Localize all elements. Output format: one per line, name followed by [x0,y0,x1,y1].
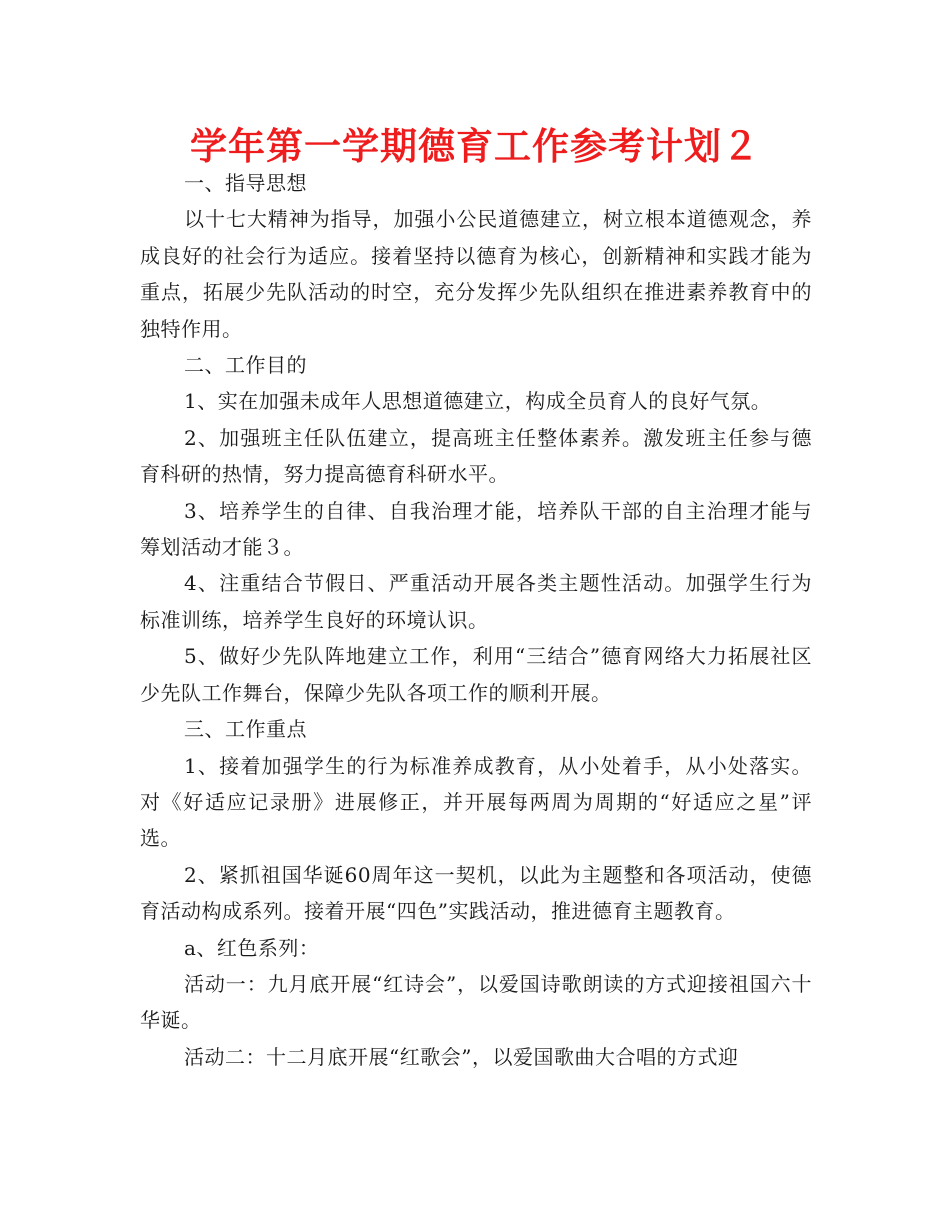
goal-item-3: 3、培养学生的自律、自我治理才能，培养队干部的自主治理才能与筹划活动才能３。 [140,498,812,560]
heading-guiding-ideology: 一、指导思想 [184,171,307,195]
goal-item-2: 2、加强班主任队伍建立，提高班主任整体素养。激发班主任参与德育科研的热情，努力提高德育科研水平。 [140,425,812,487]
activity-one: 活动一：九月底开展“红诗会”，以爱国诗歌朗读的方式迎接祖国六十华诞。 [140,971,812,1033]
goal-item-4: 4、注重结合节假日、严重活动开展各类主题性活动。加强学生行为标准训练，培养学生良好的环境认识。 [140,571,812,632]
focus-item-1: 1、接着加强学生的行为标准养成教育，从小处着手，从小处落实。对《好适应记录册》进展修正，并开展每两周为周期的“好适应之星”评选。 [140,753,812,851]
subheading-red-series: a、红色系列： [184,935,320,960]
goal-item-5: 5、做好少先队阵地建立工作，利用“三结合”德育网络大力拓展社区少先队工作舞台，保障少先队各项工作的顺利开展。 [140,644,812,705]
focus-item-2: 2、紧抓祖国华诞60周年这一契机，以此为主题整和各项活动，使德育活动构成系列。接着开展“四色”实践活动，推进德育主题教育。 [140,862,812,924]
document-body [140,165,812,1075]
heading-work-goals: 二、工作目的 [184,353,307,378]
goal-item-1: 1、实在加强未成年人思想道德建立，构成全员育人的良好气氛。 [184,389,772,414]
paragraph-guiding-ideology: 以十七大精神为指导，加强小公民道德建立，树立根本道德观念，养成良好的社会行为适应。接着坚持以德育为核心，创新精神和实践才能为重点，拓展少先队活动的时空，充分发挥少先队组织在推进素养教育中的独特作用。 [140,207,812,341]
activity-two: 活动二：十二月底开展“红歌会”，以爱国歌曲大合唱的方式迎 [184,1044,739,1069]
document-title: 学年第一学期德育工作参考计划２ [190,125,760,168]
heading-work-focus: 三、工作重点 [184,717,307,742]
